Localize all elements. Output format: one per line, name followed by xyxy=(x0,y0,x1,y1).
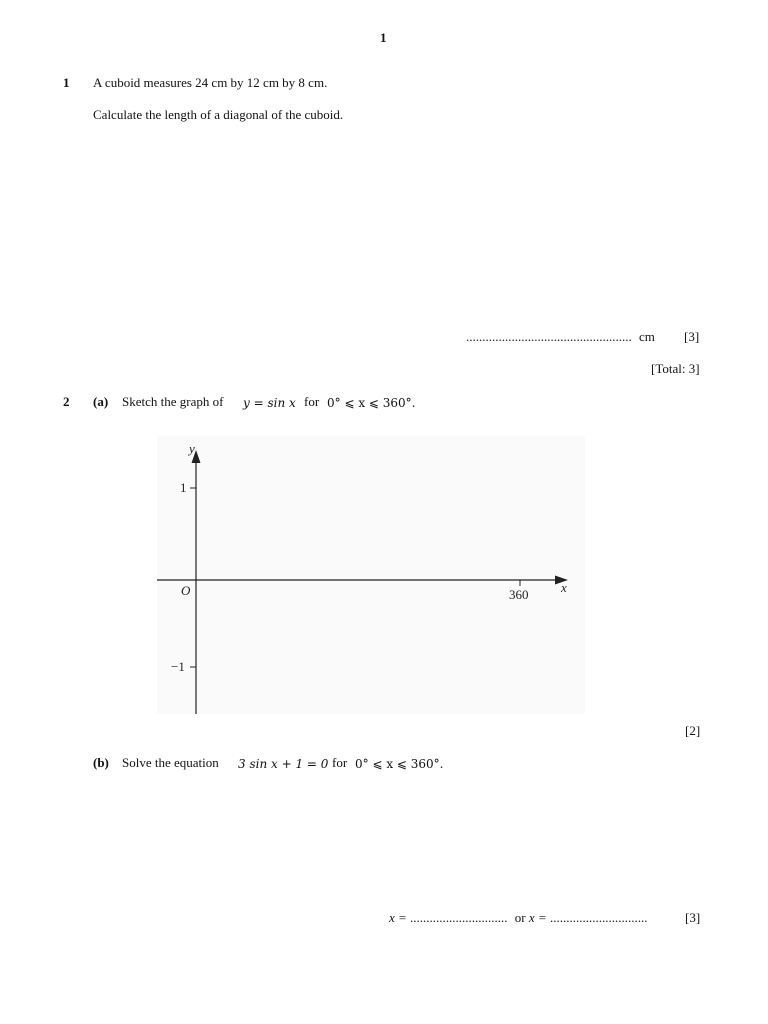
question-2b-marks: [3] xyxy=(685,910,701,925)
question-1-statement: A cuboid measures 24 cm by 12 cm by 8 cm. xyxy=(93,75,328,90)
question-2b-for: for xyxy=(332,755,348,770)
page-number: 1 xyxy=(380,30,387,45)
question-2a-text: Sketch the graph of xyxy=(122,394,224,409)
question-1-answer-line[interactable] xyxy=(466,329,655,345)
x-axis-label: x xyxy=(561,580,567,595)
y-axis-label: y xyxy=(189,441,195,456)
answer-or: or xyxy=(514,910,526,925)
x-tick-label: 360 xyxy=(509,587,529,602)
question-2a-range: 0° ⩽ x ⩽ 360°. xyxy=(327,396,416,410)
sketch-graph[interactable] xyxy=(157,436,585,714)
answer-x2-label: x = xyxy=(528,910,547,925)
question-2b-label: (b) xyxy=(93,755,109,770)
question-1-instruction: Calculate the length of a diagonal of the cuboid. xyxy=(93,107,344,122)
question-2-number: 2 xyxy=(63,394,70,409)
origin-label: O xyxy=(181,583,191,598)
question-1-number: 1 xyxy=(63,75,70,90)
question-2a-for: for xyxy=(304,394,320,409)
answer-x1-label: x = xyxy=(389,910,407,925)
question-2a-equation: y = sin x xyxy=(243,396,296,410)
answer-dots: ................................................... xyxy=(466,329,632,344)
answer-x2-dots[interactable]: .............................. xyxy=(549,910,648,925)
question-2b-answer-line[interactable] xyxy=(389,910,647,926)
question-2a-marks: [2] xyxy=(685,723,701,738)
question-1-total: [Total: 3] xyxy=(651,361,700,376)
y-tick-bottom-label: −1 xyxy=(171,659,185,674)
question-2b-equation: 3 sin x + 1 = 0 xyxy=(238,757,329,771)
y-tick-top-label: 1 xyxy=(180,480,187,495)
question-1-marks: [3] xyxy=(684,329,700,344)
answer-x1-dots[interactable]: .............................. xyxy=(410,910,508,925)
question-2b-range: 0° ⩽ x ⩽ 360°. xyxy=(355,757,444,771)
answer-unit: cm xyxy=(639,329,655,344)
question-2b-text: Solve the equation xyxy=(122,755,219,770)
question-2a-label: (a) xyxy=(93,394,109,409)
sketch-graph-area[interactable] xyxy=(157,436,585,714)
